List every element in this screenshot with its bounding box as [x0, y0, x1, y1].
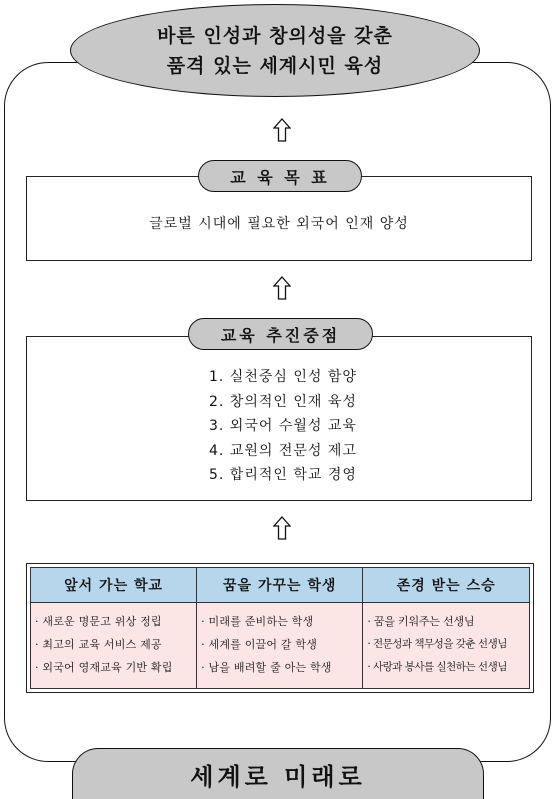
pillar-item: · 외국어 영재교육 기반 확립: [35, 661, 173, 674]
pillar-header-school: 앞서 가는 학교: [31, 568, 197, 603]
pillar-header-teacher: 존경 받는 스승: [363, 568, 530, 603]
up-arrow-outline-icon: [273, 118, 291, 142]
motto-pill: 세계로 미래로: [72, 748, 484, 799]
pillars-panel: [26, 563, 534, 693]
pillar-item: · 최고의 교육 서비스 제공: [35, 638, 162, 651]
pillar-body-student: [197, 603, 363, 689]
pillar-item: · 사랑과 봉사를 실천하는 선생님: [367, 661, 507, 673]
focus-item: 1. 실천중심 인성 함양: [209, 369, 357, 385]
up-arrow-outline-icon: [273, 276, 291, 300]
focus-box: [26, 336, 532, 501]
focus-list: [209, 365, 357, 488]
vision-line-1: 바른 인성과 창의성을 갖춘: [157, 24, 393, 47]
pillars-table: [30, 567, 530, 689]
pillar-item: · 새로운 명문고 위상 정립: [35, 615, 162, 628]
goal-text: 글로벌 시대에 필요한 외국어 인재 양성: [149, 216, 409, 232]
up-arrow-outline-icon: [273, 516, 291, 540]
vision-line-2: 품격 있는 세계시민 육성: [166, 54, 384, 77]
focus-label-pill: 교육 추진중점: [188, 318, 373, 350]
focus-item: 5. 합리적인 학교 경영: [209, 467, 357, 484]
pillar-header-student: 꿈을 가꾸는 학생: [197, 568, 363, 603]
focus-item: 4. 교원의 전문성 제고: [209, 442, 357, 459]
pillar-body-school: [31, 603, 197, 689]
focus-item: 3. 외국어 수월성 교육: [209, 418, 357, 435]
pillar-item: · 남을 배려할 줄 아는 학생: [201, 661, 332, 674]
vision-ellipse: [70, 4, 480, 97]
pillar-item: · 미래를 준비하는 학생: [201, 615, 314, 628]
focus-item: 2. 창의적인 인재 육성: [209, 393, 357, 410]
pillar-body-teacher: [363, 603, 530, 689]
pillar-item: · 꿈을 키워주는 선생님: [367, 615, 475, 628]
pillar-item: · 전문성과 책무성을 갖춘 선생님: [367, 638, 507, 650]
pillar-item: · 세계를 이끌어 갈 학생: [201, 638, 318, 651]
goal-label-pill: 교 육 목 표: [198, 160, 362, 192]
